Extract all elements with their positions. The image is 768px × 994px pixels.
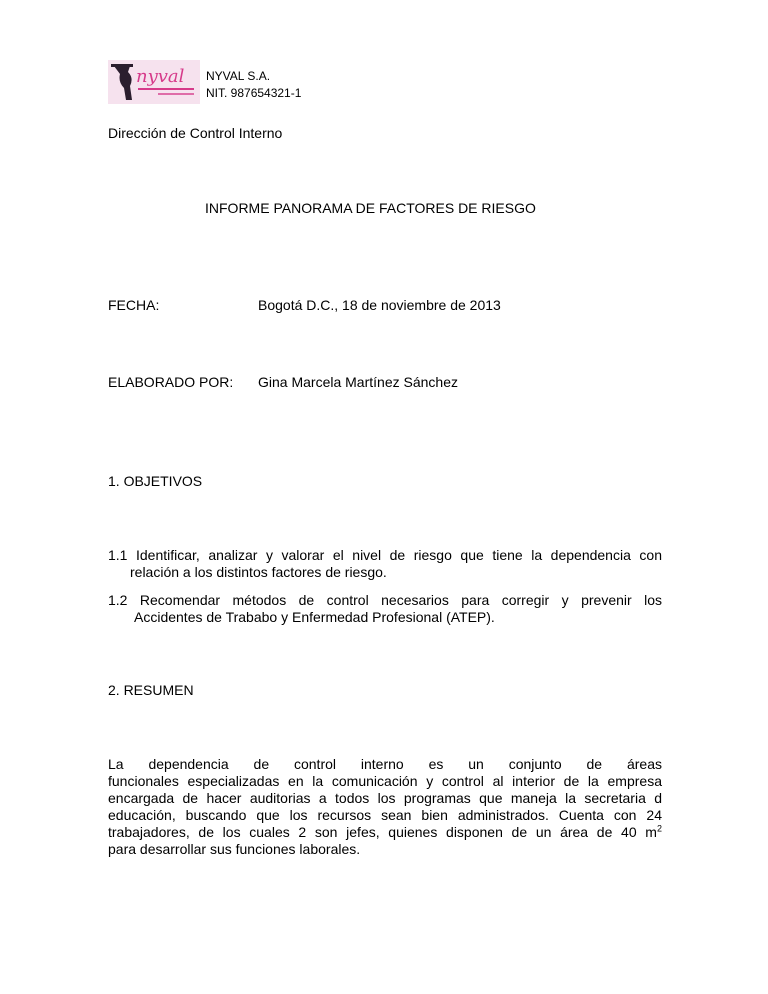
summary-line-1: La dependencia de control interno es un conjunto de áreas xyxy=(108,756,662,772)
summary-line-3: encargada de hacer auditorias a todos los programas que maneja la secretaria d xyxy=(108,790,662,806)
summary-line-6: para desarrollar sus funciones laborales. xyxy=(108,841,361,857)
department-name: Dirección de Control Interno xyxy=(108,125,283,141)
date-value: Bogotá D.C., 18 de noviembre de 2013 xyxy=(258,297,501,313)
section-resumen-heading: 2. RESUMEN xyxy=(108,682,194,698)
date-label: FECHA: xyxy=(108,297,160,313)
logo-wordmark: nyval xyxy=(136,66,185,87)
objective-1-line-2: relación a los distintos factores de riesgo. xyxy=(130,564,387,580)
objective-2-line-1: 1.2 Recomendar métodos de control necesarios para corregir y prevenir los xyxy=(108,592,662,608)
summary-paragraph xyxy=(108,756,662,858)
summary-line-5-text: trabajadores, de los cuales 2 son jefes, quienes disponen de un área de 40 m xyxy=(108,824,657,840)
logo-hat-icon xyxy=(111,64,133,67)
objective-item-1 xyxy=(108,547,662,581)
logo-underline-2 xyxy=(158,93,194,95)
logo-underline xyxy=(138,88,194,90)
objective-1-line-1: 1.1 Identificar, analizar y valorar el nivel de riesgo que tiene la dependencia con xyxy=(108,547,662,563)
objective-item-2 xyxy=(108,592,662,626)
summary-line-2: funcionales especializadas en la comunicación y control al interior de la empresa xyxy=(108,773,662,789)
objective-2-line-2: Accidentes de Trababo y Enfermedad Profesional (ATEP). xyxy=(134,609,495,625)
company-info xyxy=(206,68,301,102)
section-objetivos-heading: 1. OBJETIVOS xyxy=(108,473,203,489)
author-label: ELABORADO POR: xyxy=(108,374,234,390)
company-name: NYVAL S.A. xyxy=(206,69,271,83)
author-value: Gina Marcela Martínez Sánchez xyxy=(258,374,458,390)
summary-line-5-superscript: 2 xyxy=(656,823,662,834)
summary-line-4: educación, buscando que los recursos sean bien administrados. Cuenta con 24 xyxy=(108,807,662,823)
report-title: INFORME PANORAMA DE FACTORES DE RIESGO xyxy=(205,200,536,216)
company-logo xyxy=(108,60,200,104)
company-nit: NIT. 987654321-1 xyxy=(206,86,302,100)
summary-line-5 xyxy=(108,824,662,841)
